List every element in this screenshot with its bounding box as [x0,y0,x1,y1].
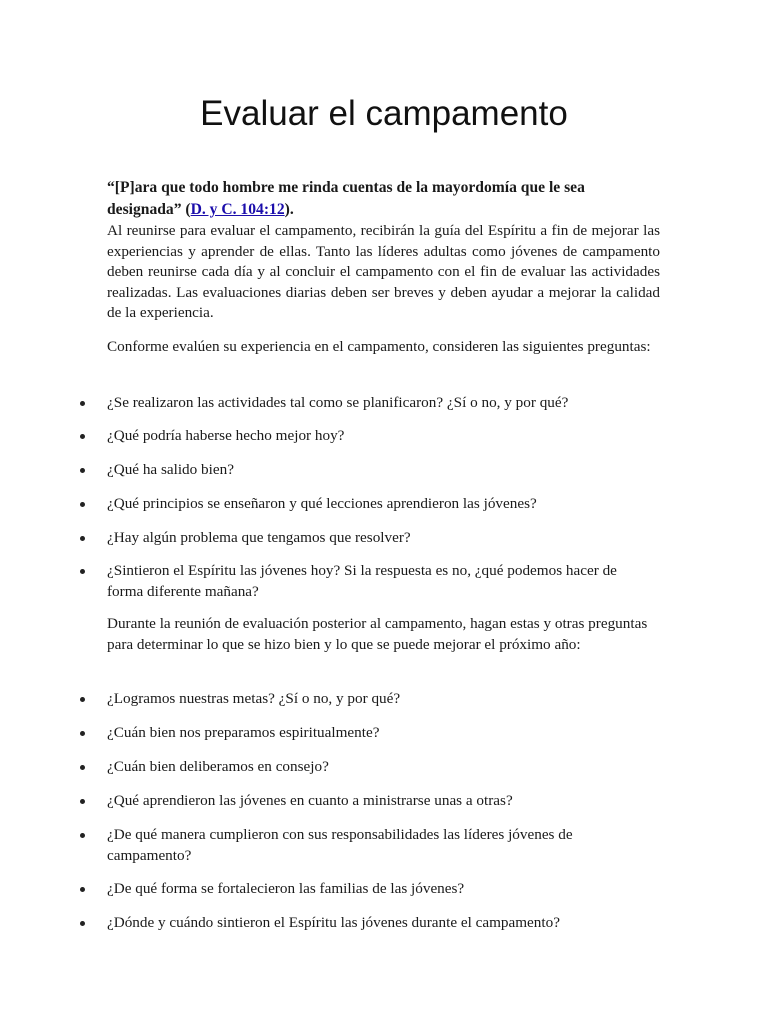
scripture-link[interactable]: D. y C. 104:12 [190,201,285,218]
post-camp-intro: Durante la reunión de evaluación posterior al campamento, hagan estas y otras preguntas para determinar lo que se hizo bien y lo que se puede mejorar el próximo año: [107,615,648,653]
bullet-icon [80,799,85,804]
document-page: Evaluar el campamento “[P]ara que todo hombre me rinda cuentas de la mayordomía que le sea designada” (D. y C. 104:12). Al reunirse para evaluar el campamento, recibirán la guía del Espíritu a fin de mejorar las experiencias y aprender de ellas. Tanto las líderes adultas como jóvenes de campamento deben reunirse cada día y al concluir el campamento con el fin de evaluar las actividades realizadas. Las evaluaciones diarias deben ser breves y deben ayudar a mejorar la calidad de la experiencia. Conforme evalúen su experiencia en el campamento, consideren las siguientes preguntas: ¿Se realizaron las actividades tal como se planificaron? ¿Sí o no, y por qué? ¿Qué podría haberse hecho mejor hoy? ¿Qué ha salido bien? ¿Qué principios se enseñaron y qué lecciones aprendieron las jóvenes? ¿Hay algún problema que tengamos que resolver? ¿Sintieron el Espíritu las jóvenes hoy? Si la respuesta es no, ¿qué podemos hacer de forma diferente mañana? Durante la reunión de evaluación posterior al campamento, hagan estas y otras preguntas para determinar lo que se hizo bien y lo que se puede mejorar el próximo año: ¿Logramos nuestras metas? ¿Sí o no, y por qué? ¿Cuán bien nos preparamos espiritualmente? ¿Cuán bien deliberamos en consejo? ¿Qué aprendieron las jóvenes en cuanto a ministrarse unas a otras? ¿De qué manera cumplieron con sus responsabilidades las líderes jóvenes de campamento? ¿De qué forma se fortalecieron las familias de las jóvenes? ¿Dónde y cuándo sintieron el Espíritu las jóvenes durante el campamento? [0,0,768,1024]
bullet-icon [80,569,85,574]
bullet-icon [80,887,85,892]
bullet-icon [80,502,85,507]
quote-text: “[P]ara que todo hombre me rinda cuentas de la mayordomía que le sea designada” ( [107,179,585,218]
quote-close: ). [284,201,294,218]
bullet-icon [80,921,85,926]
bullet-icon [80,697,85,702]
bullet-icon [80,536,85,541]
daily-questions-intro: Conforme evalúen su experiencia en el campamento, consideren las siguientes preguntas: [107,338,651,355]
bullet-icon [80,434,85,439]
bullet-icon [80,401,85,406]
page-title: Evaluar el campamento [200,94,568,133]
bullet-icon [80,731,85,736]
intro-paragraph: Al reunirse para evaluar el campamento, recibirán la guía del Espíritu a fin de mejorar las experiencias y aprender de ellas. Tanto las líderes adultas como jóvenes de campamento deben reunirse cada día y al concluir el campamento con el fin de evaluar las actividades realizadas. Las evaluaciones diarias deben ser breves y deben ayudar a mejorar la calidad de la experiencia. [107,222,660,321]
bullet-icon [80,765,85,770]
bullet-icon [80,468,85,473]
bullet-icon [80,833,85,838]
scripture-quote [107,177,660,221]
